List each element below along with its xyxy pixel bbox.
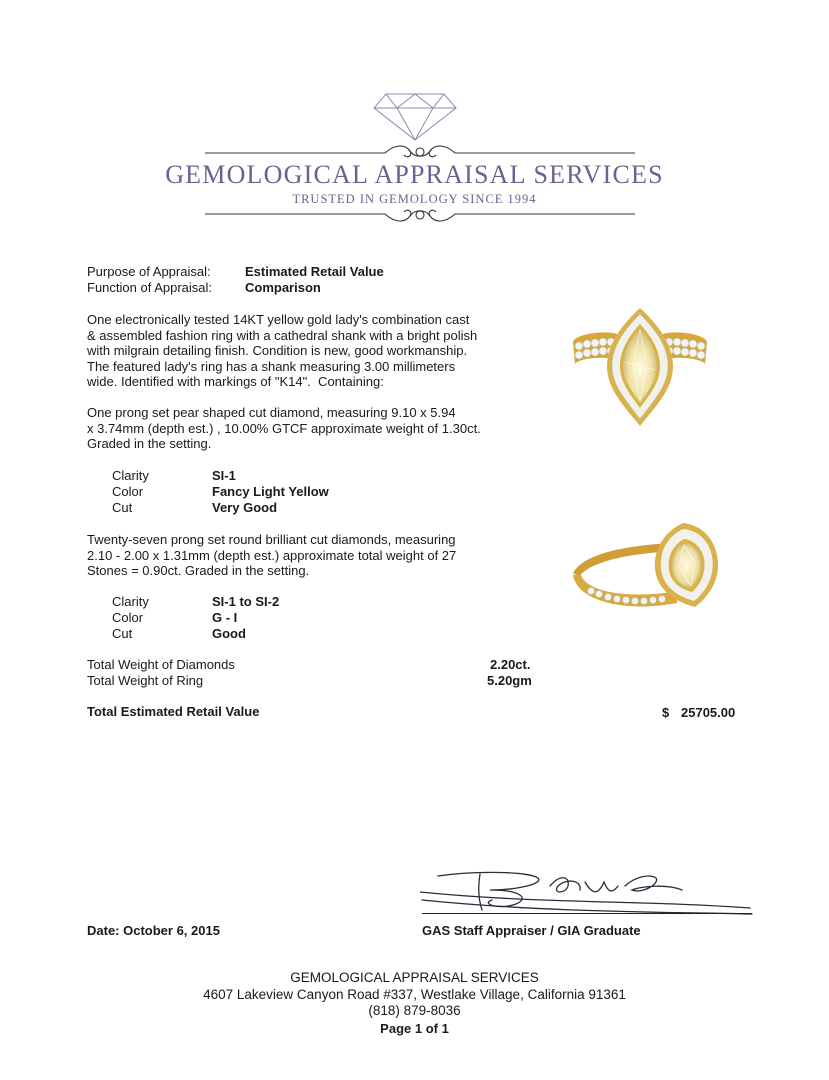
total-diamonds-value: 2.20ct. bbox=[490, 657, 531, 672]
ring-photo-side bbox=[565, 515, 725, 625]
center-stone-description: One prong set pear shaped cut diamond, measuring 9.10 x 5.94 x 3.74mm (depth est.) , 10.00% GTCF approximate weight of 1.30ct. Graded in the setting. bbox=[87, 405, 481, 451]
company-tagline: TRUSTED IN GEMOLOGY SINCE 1994 bbox=[292, 192, 537, 206]
side-clarity-label: Clarity bbox=[112, 594, 149, 609]
center-cut-label: Cut bbox=[112, 500, 133, 515]
signature-line bbox=[422, 913, 752, 914]
ring-photo-top bbox=[565, 300, 715, 430]
side-color-label: Color bbox=[112, 610, 144, 625]
function-label: Function of Appraisal: bbox=[87, 280, 213, 295]
page-number: Page 1 of 1 bbox=[380, 1021, 449, 1036]
center-color-value: Fancy Light Yellow bbox=[212, 484, 329, 499]
footer-address: 4607 Lakeview Canyon Road #337, Westlake Village, California 91361 bbox=[203, 987, 626, 1002]
ring-description: One electronically tested 14KT yellow gold lady's combination cast & assembled fashion ring with a cathedral shank with a bright polish with milgrain detailing finish. Condition is new, good workmanship. The featured lady's ring has a shank measuring 3.00 millimeters wide. Identified with markings of "K14". Containing: bbox=[87, 312, 478, 389]
center-cut-value: Very Good bbox=[212, 500, 278, 515]
center-color-label: Color bbox=[112, 484, 144, 499]
center-clarity-value: SI-1 bbox=[212, 468, 236, 483]
appraisal-date: Date: October 6, 2015 bbox=[87, 923, 220, 938]
bottom-ornament-divider bbox=[205, 204, 635, 226]
letterhead bbox=[0, 88, 829, 228]
function-value: Comparison bbox=[245, 280, 321, 295]
side-color-value: G - I bbox=[212, 610, 238, 625]
side-clarity-value: SI-1 to SI-2 bbox=[212, 594, 280, 609]
total-retail-value: 25705.00 bbox=[681, 705, 736, 720]
total-ring-label: Total Weight of Ring bbox=[87, 673, 204, 688]
purpose-value: Estimated Retail Value bbox=[245, 264, 384, 279]
diamond-icon bbox=[372, 92, 458, 142]
total-ring-value: 5.20gm bbox=[487, 673, 532, 688]
currency-symbol: $ bbox=[662, 705, 670, 720]
total-retail-label: Total Estimated Retail Value bbox=[87, 704, 260, 719]
footer-phone: (818) 879-8036 bbox=[368, 1003, 461, 1018]
side-cut-label: Cut bbox=[112, 626, 133, 641]
purpose-label: Purpose of Appraisal: bbox=[87, 264, 211, 279]
footer-company: GEMOLOGICAL APPRAISAL SERVICES bbox=[290, 970, 539, 985]
side-cut-value: Good bbox=[212, 626, 246, 641]
appraiser-title: GAS Staff Appraiser / GIA Graduate bbox=[422, 923, 641, 938]
side-stones-description: Twenty-seven prong set round brilliant cut diamonds, measuring 2.10 - 2.00 x 1.31mm (depth est.) approximate total weight of 27 Stones = 0.90ct. Graded in the setting. bbox=[87, 532, 457, 578]
center-clarity-label: Clarity bbox=[112, 468, 149, 483]
company-name: GEMOLOGICAL APPRAISAL SERVICES bbox=[165, 160, 664, 189]
total-diamonds-label: Total Weight of Diamonds bbox=[87, 657, 235, 672]
